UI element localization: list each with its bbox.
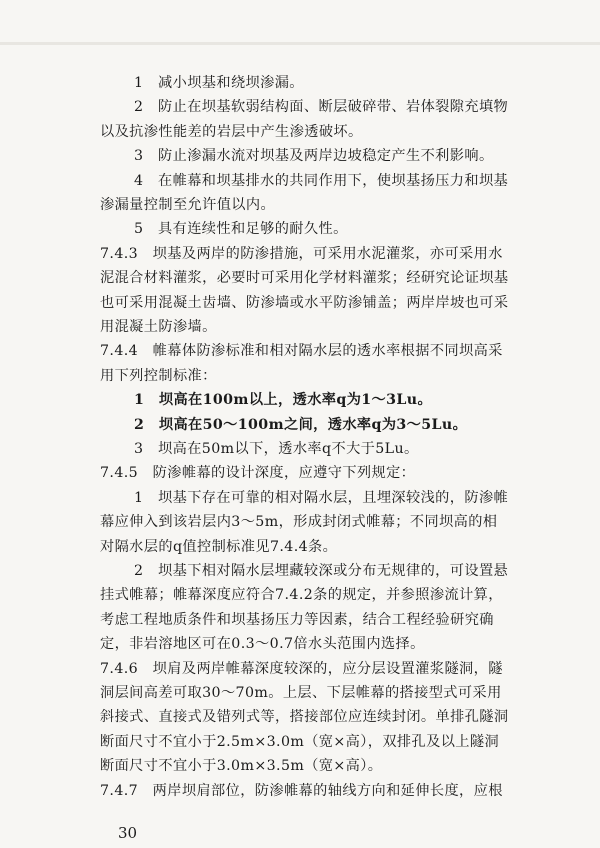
text-line: 1 坝高在100m以上，透水率q为1～3Lu。: [134, 392, 433, 409]
clause-7-4-7: 7.4.7 两岸坝肩部位，防渗帷幕的轴线方向和延伸长度，应根: [100, 782, 503, 799]
text-line: 挂式帷幕；帷幕深度应符合7.4.2条的规定，并参照渗流计算，: [100, 587, 503, 604]
text-line: 2 防止在坝基软弱结构面、断层破碎带、岩体裂隙充填物: [134, 99, 509, 116]
text-line: 用混凝土防渗墙。: [100, 319, 217, 335]
text-line: 洞层间高差可取30～70m。上层、下层帷幕的搭接型式可采用: [100, 685, 502, 701]
text-line: 斜接式、直接式及错列式等，搭接部位应连续封闭。单排孔隧洞: [100, 709, 509, 726]
text-line: 5 具有连续性和足够的耐久性。: [134, 221, 348, 238]
text-line: 断面尺寸不宜小于2.5m×3.0m（宽×高），双排孔及以上隧洞: [100, 733, 500, 750]
text-line: 3 防止渗漏水流对坝基及两岸边坡稳定产生不利影响。: [134, 148, 494, 165]
text-line: 用下列控制标准：: [100, 367, 217, 384]
text-line: 1 坝基下存在可靠的相对隔水层，且埋深较浅的，防渗帷: [134, 489, 509, 506]
text-line: 渗漏量控制至允许值以内。: [100, 197, 276, 213]
text-line: 4 在帷幕和坝基排水的共同作用下，使坝基扬压力和坝基: [134, 172, 509, 189]
text-line: 幕应伸入到该岩层内3～5m，形成封闭式帷幕；不同坝高的相: [100, 514, 498, 531]
text-line: 泥混合材料灌浆，必要时可采用化学材料灌浆；经研究论证坝基: [100, 270, 509, 287]
text-line: 定，非岩溶地区可在0.3～0.7倍水头范围内选择。: [100, 636, 425, 653]
clause-7-4-6: 7.4.6 坝肩及两岸帷幕深度较深的，应分层设置灌浆隧洞，隧: [100, 660, 503, 677]
text-line: 以及抗渗性能差的岩层中产生渗透破坏。: [100, 123, 363, 140]
text-line: 对隔水层的q值控制标准见7.4.4条。: [100, 538, 338, 555]
text-line: 2 坝高在50～100m之间，透水率q为3～5Lu。: [134, 416, 468, 433]
text-line: 考虑工程地质条件和坝基扬压力等因素，结合工程经验研究确: [100, 611, 494, 628]
text-line: 1 减小坝基和绕坝渗漏。: [134, 75, 304, 91]
text-line: 3 坝高在50m以下，透水率q不大于5Lu。: [134, 441, 419, 457]
text-line: 也可采用混凝土齿墙、防渗墙或水平防渗铺盖；两岸岸坡也可采: [100, 294, 509, 311]
page-number: 30: [118, 824, 138, 842]
clause-7-4-4: 7.4.4 帷幕体防渗标准和相对隔水层的透水率根据不同坝高采: [100, 343, 503, 360]
text-line: 2 坝基下相对隔水层埋藏较深或分布无规律的，可设置悬: [134, 563, 509, 579]
clause-7-4-3: 7.4.3 坝基及两岸的防渗措施，可采用水泥灌浆，亦可采用水: [100, 245, 503, 262]
clause-7-4-5: 7.4.5 防渗帷幕的设计深度，应遵守下列规定：: [100, 465, 416, 482]
text-line: 断面尺寸不宜小于3.0m×3.5m（宽×高）。: [100, 758, 383, 775]
